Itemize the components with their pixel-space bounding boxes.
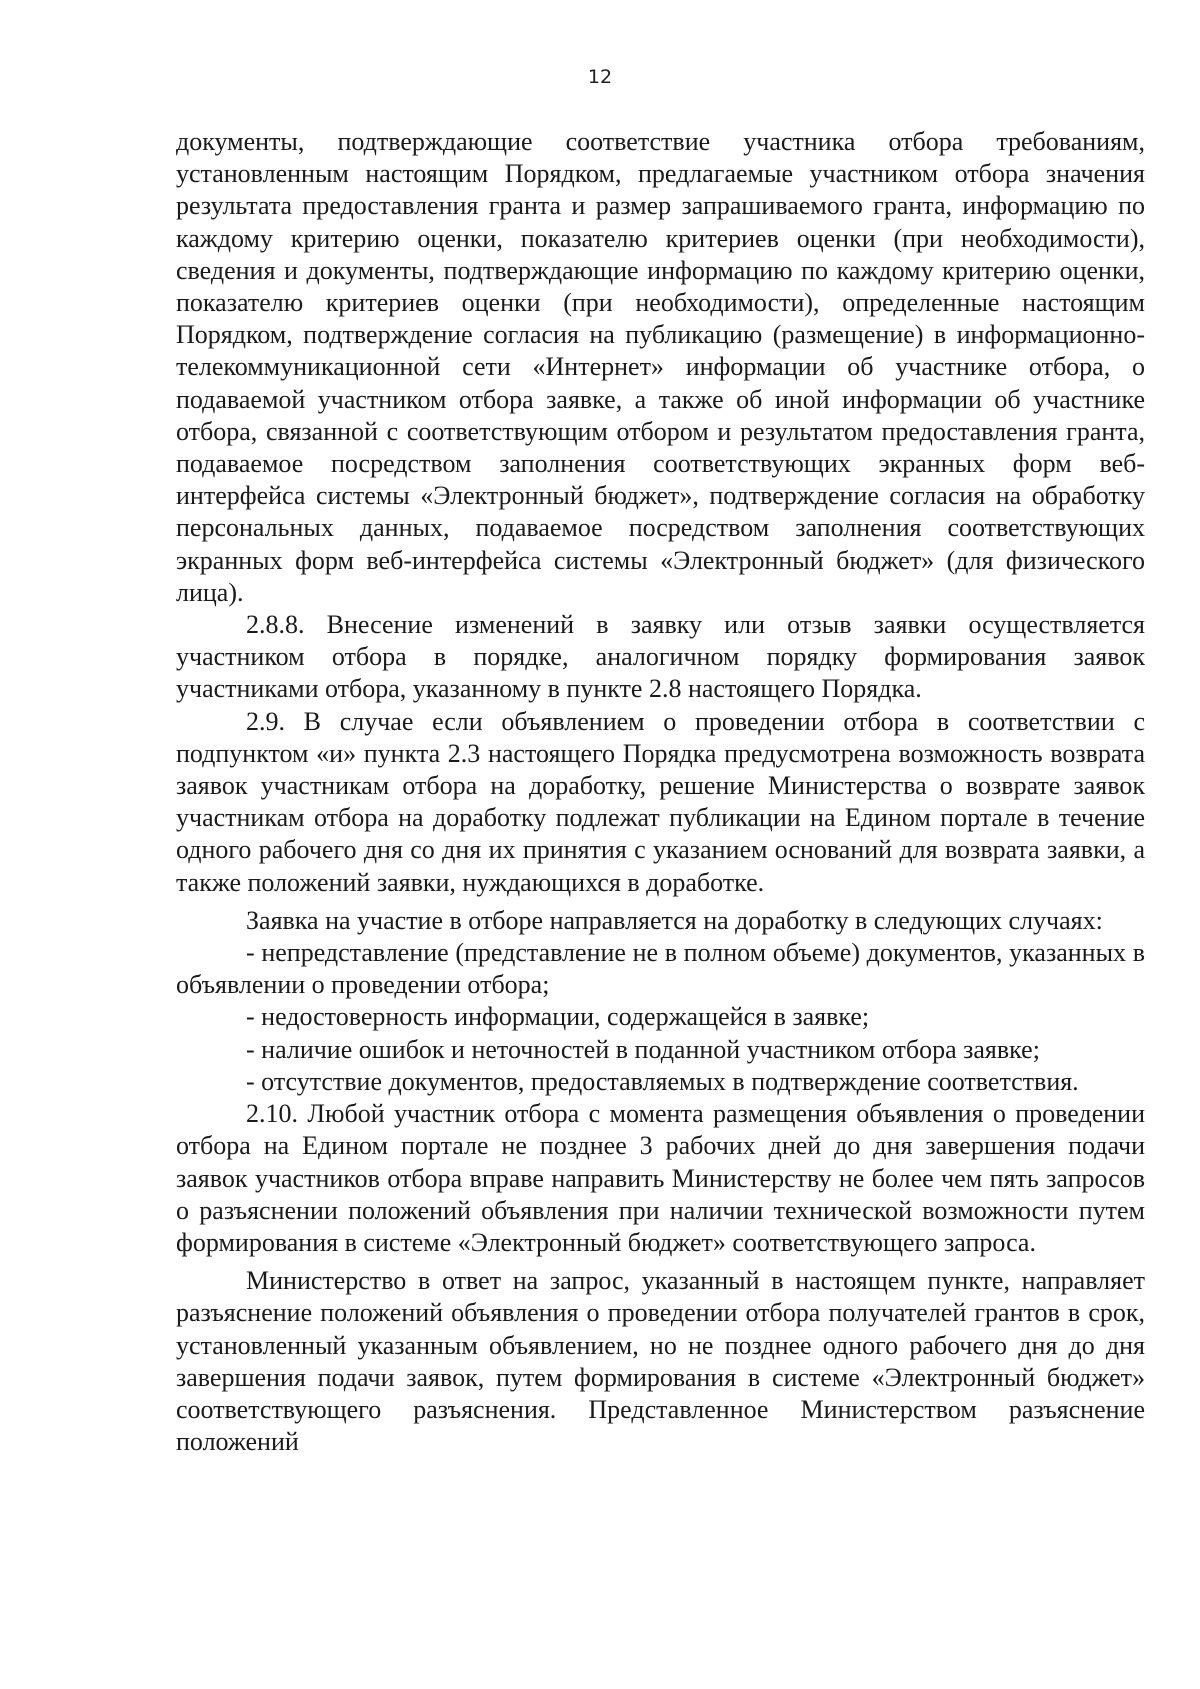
paragraph-2-10: 2.10. Любой участник отбора с момента размещения объявления о проведении отбора на Едином портале не позднее 3 рабочих дней до дня завершения подачи заявок участников отбора вправе направить Министерству не более чем пять запросов о разъяснении положений объявления при наличии технической возможности путем формирования в системе «Электронный бюджет» соответствующего запроса.: [176, 1099, 1145, 1257]
paragraph-return-cases: Заявка на участие в отборе направляется на доработку в следующих случаях:: [246, 905, 1103, 935]
list-item-incomplete-documents: - непредставление (представление не в полном объеме) документов, указанных в объявлении о проведении отбора;: [176, 938, 1145, 1000]
paragraph-2-8-8: 2.8.8. Внесение изменений в заявку или отзыв заявки осуществляется участником отбора в порядке, аналогичном порядку формирования заявок участниками отбора, указанному в пункте 2.8 настоящего Порядка.: [176, 610, 1145, 704]
document-body: [176, 126, 1145, 1458]
list-item-errors: - наличие ошибок и неточностей в поданной участником отбора заявке;: [246, 1034, 1040, 1064]
paragraph-ministry-response: Министерство в ответ на запрос, указанный в настоящем пункте, направляет разъяснение положений объявления о проведении отбора получателей грантов в срок, установленный указанным объявлением, но не позднее одного рабочего дня до дня завершения подачи заявок, путем формирования в системе «Электронный бюджет» соответствующего разъяснения. Представленное Министерством разъяснение положений: [176, 1266, 1145, 1457]
page-number: 12: [587, 66, 613, 88]
paragraph-2-9: 2.9. В случае если объявлением о проведении отбора в соответствии с подпунктом «и» пункта 2.3 настоящего Порядка предусмотрена возможность возврата заявок участникам отбора на доработку, решение Министерства о возврате заявок участникам отбора на доработку подлежат публикации на Едином портале в течение одного рабочего дня со дня их принятия с указанием оснований для возврата заявки, а также положений заявки, нуждающихся в доработке.: [176, 706, 1145, 897]
list-item-unreliable-info: - недостоверность информации, содержащейся в заявке;: [246, 1002, 870, 1032]
paragraph-documents-list: документы, подтверждающие соответствие участника отбора требованиям, установленным настоящим Порядком, предлагаемые участником отбора значения результата предоставления гранта и размер запрашиваемого гранта, информацию по каждому критерию оценки, показателю критериев оценки (при необходимости), сведения и документы, подтверждающие информацию по каждому критерию оценки, показателю критериев оценки (при необходимости), определенные настоящим Порядком, подтверждение согласия на публикацию (размещение) в информационно-телекоммуникационной сети «Интернет» информации об участнике отбора, о подаваемой участником отбора заявке, а также об иной информации об участнике отбора, связанной с соответствующим отбором и результатом предоставления гранта, подаваемое посредством заполнения соответствующих экранных форм веб-интерфейса системы «Электронный бюджет», подтверждение согласия на обработку персональных данных, подаваемое посредством заполнения соответствующих экранных форм веб-интерфейса системы «Электронный бюджет» (для физического лица).: [176, 127, 1145, 607]
list-item-missing-documents: - отсутствие документов, предоставляемых в подтверждение соответствия.: [246, 1066, 1079, 1096]
